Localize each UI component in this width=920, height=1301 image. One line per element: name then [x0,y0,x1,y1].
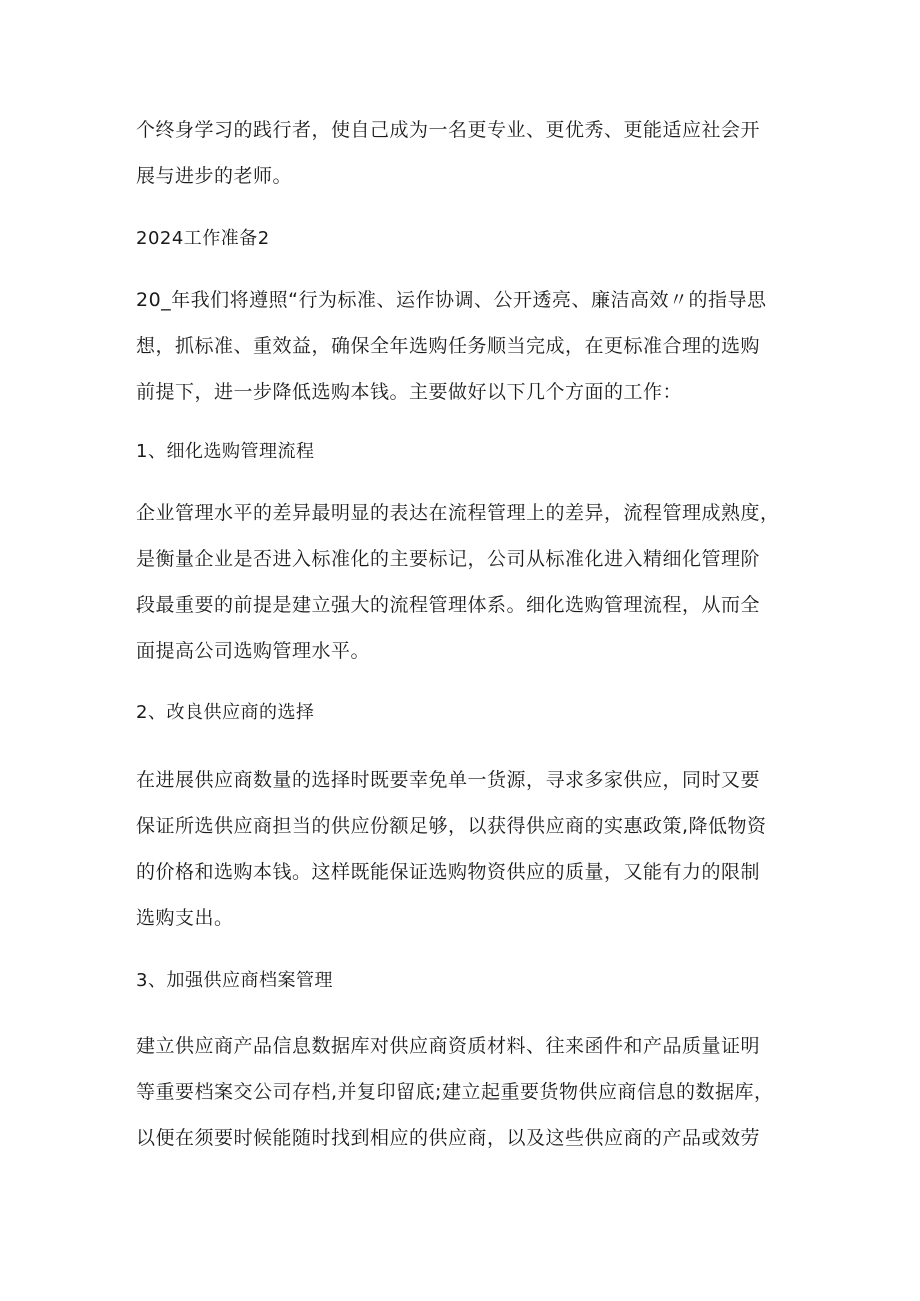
opening-paragraph [136,277,796,415]
paragraph-line: 前提下，进一步降低选购本钱。主要做好以下几个方面的工作： [136,381,683,403]
item-3-paragraph [136,1023,796,1161]
paragraph-line: 是衡量企业是否进入标准化的主要标记，公司从标准化进入精细化管理阶 [136,548,761,570]
item-1-paragraph [136,490,796,674]
paragraph-line: 等重要档案交公司存档,并复印留底;建立起重要货物供应商信息的数据库， [136,1081,774,1103]
paragraph-line: 企业管理水平的差异最明显的表达在流程管理上的差异，流程管理成熟度， [136,502,780,524]
paragraph-line: 想，抓标准、重效益，确保全年选购任务顺当完成，在更标准合理的选购 [136,335,761,357]
item-2-paragraph [136,757,796,941]
paragraph-line: 面提高公司选购管理水平。 [136,640,371,662]
paragraph-line: 段最重要的前提是建立强大的流程管理体系。细化选购管理流程，从而全 [136,594,761,616]
paragraph-line: 在进展供应商数量的选择时既要幸免单一货源，寻求多家供应，同时又要 [136,769,761,791]
item-2-heading [136,690,796,736]
paragraph-line: 展与进步的老师。 [136,165,293,187]
item-3-heading [136,958,796,1004]
item-heading-text: 2、改良供应商的选择 [136,702,315,723]
paragraph-line: 保证所选供应商担当的供应份额足够，以获得供应商的实惠政策,降低物资 [136,815,767,837]
item-heading-text: 1、细化选购管理流程 [136,441,315,462]
paragraph-line: 以便在须要时候能随时找到相应的供应商，以及这些供应商的产品或效劳 [136,1127,761,1149]
paragraph-line: 个终身学习的践行者，使自己成为一名更专业、更优秀、更能适应社会开 [136,119,761,141]
paragraph-line: 建立供应商产品信息数据库对供应商资质材料、往来函件和产品质量证明 [136,1035,761,1057]
item-1-heading [136,429,796,475]
paragraph-line: 20_年我们将遵照“行为标准、运作协调、公开透亮、廉洁高效〃的指导思 [136,289,767,311]
item-heading-text: 3、加强供应商档案管理 [136,970,333,991]
intro-paragraph [136,107,796,199]
paragraph-line: 选购支出。 [136,907,234,929]
section-title-text: 2024工作准备2 [136,228,270,249]
paragraph-line: 的价格和选购本钱。这样既能保证选购物资供应的质量，又能有力的限制 [136,861,761,883]
section-title [136,216,796,262]
